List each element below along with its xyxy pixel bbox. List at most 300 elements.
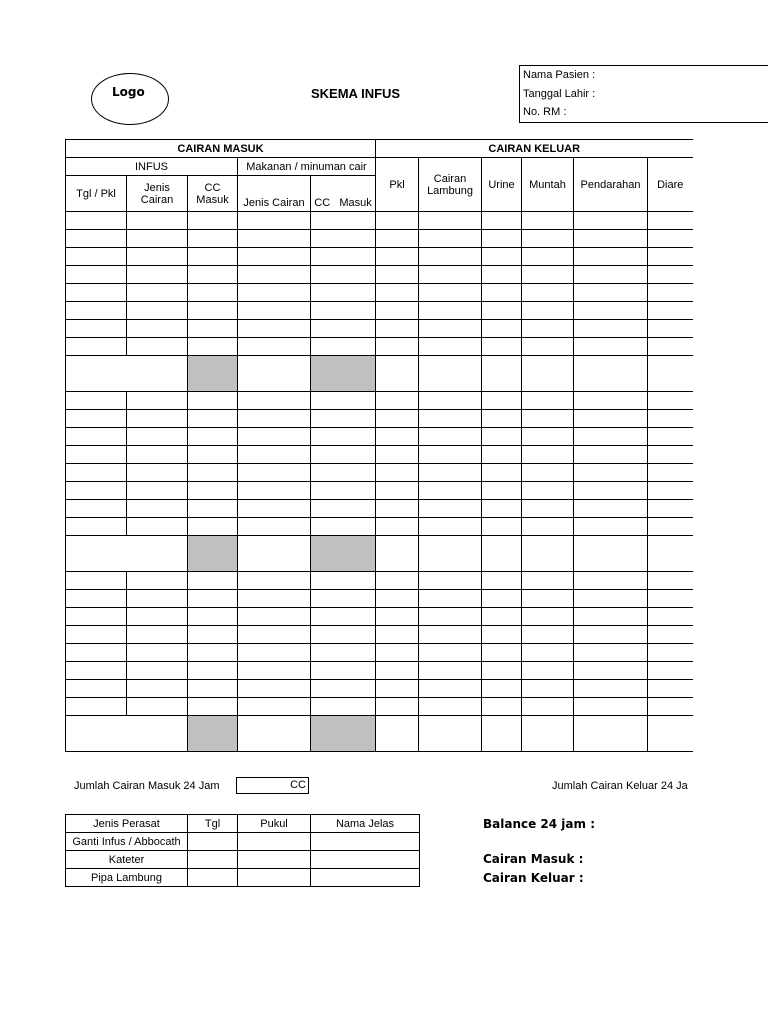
table-cell[interactable] [648,338,693,356]
table-cell[interactable] [311,608,376,626]
table-cell[interactable] [574,500,648,518]
table-cell[interactable] [66,680,127,698]
table-cell[interactable] [522,644,574,662]
table-cell[interactable] [522,626,574,644]
table-cell[interactable] [419,392,482,410]
table-cell[interactable] [66,338,127,356]
subtotal-shaded-cell [311,716,376,752]
table-cell[interactable] [66,230,127,248]
table-cell[interactable] [419,320,482,338]
table-cell[interactable] [376,446,419,464]
table-cell[interactable] [127,248,188,266]
infus-header: INFUS [66,158,238,176]
table-cell[interactable] [574,284,648,302]
table-cell[interactable] [482,482,522,500]
table-cell[interactable] [419,680,482,698]
table-cell[interactable] [522,266,574,284]
table-cell[interactable] [376,626,419,644]
table-cell[interactable] [127,518,188,536]
table-cell[interactable] [648,662,693,680]
table-cell[interactable] [238,464,311,482]
table-cell[interactable] [574,464,648,482]
table-cell[interactable] [311,644,376,662]
table-cell[interactable] [419,626,482,644]
table-cell[interactable] [482,320,522,338]
table-cell[interactable] [419,590,482,608]
table-cell[interactable] [311,500,376,518]
table-cell[interactable] [482,698,522,716]
table-cell[interactable] [419,410,482,428]
table-cell[interactable] [66,464,127,482]
patient-info-box [519,65,768,123]
table-cell[interactable] [522,428,574,446]
table-cell[interactable] [648,212,693,230]
table-cell[interactable] [238,410,311,428]
table-cell[interactable] [311,392,376,410]
perasat-cell[interactable] [238,833,311,851]
table-cell[interactable] [419,572,482,590]
table-cell[interactable] [482,572,522,590]
table-cell[interactable] [482,392,522,410]
table-cell[interactable] [648,230,693,248]
subtotal-cell [648,356,693,392]
table-cell[interactable] [127,626,188,644]
table-cell[interactable] [522,320,574,338]
table-cell[interactable] [574,698,648,716]
table-cell[interactable] [574,338,648,356]
table-cell[interactable] [376,500,419,518]
table-cell[interactable] [574,590,648,608]
table-cell[interactable] [188,428,238,446]
perasat-cell[interactable] [188,833,238,851]
table-cell[interactable] [238,320,311,338]
patient-name-label: Nama Pasien : [523,69,596,81]
perasat-cell[interactable] [188,869,238,887]
table-cell[interactable] [648,248,693,266]
table-cell[interactable] [419,302,482,320]
table-cell[interactable] [188,464,238,482]
jumlah-masuk-label: Jumlah Cairan Masuk 24 Jam [74,780,220,792]
table-cell[interactable] [311,626,376,644]
table-cell[interactable] [376,428,419,446]
table-cell[interactable] [66,698,127,716]
table-cell[interactable] [419,248,482,266]
table-cell[interactable] [311,518,376,536]
subtotal-cell [648,716,693,752]
table-cell[interactable] [127,302,188,320]
table-cell[interactable] [238,698,311,716]
table-cell[interactable] [311,284,376,302]
table-cell[interactable] [66,320,127,338]
table-cell[interactable] [522,338,574,356]
table-cell[interactable] [482,680,522,698]
table-cell[interactable] [238,230,311,248]
table-row [66,644,693,662]
table-cell[interactable] [522,680,574,698]
table-cell[interactable] [574,680,648,698]
table-cell[interactable] [419,230,482,248]
table-cell[interactable] [376,662,419,680]
table-cell[interactable] [66,572,127,590]
table-cell[interactable] [238,212,311,230]
table-cell[interactable] [311,680,376,698]
subtotal-cell [482,356,522,392]
table-cell[interactable] [574,230,648,248]
table-cell[interactable] [482,608,522,626]
table-cell[interactable] [522,518,574,536]
table-cell[interactable] [648,518,693,536]
table-cell[interactable] [419,338,482,356]
table-cell[interactable] [127,320,188,338]
table-cell[interactable] [127,212,188,230]
table-cell[interactable] [376,590,419,608]
table-cell[interactable] [311,212,376,230]
table-cell[interactable] [648,608,693,626]
table-cell[interactable] [419,698,482,716]
table-cell[interactable] [376,284,419,302]
table-cell[interactable] [238,302,311,320]
table-cell[interactable] [238,518,311,536]
table-cell[interactable] [648,698,693,716]
table-cell[interactable] [482,464,522,482]
table-cell[interactable] [419,482,482,500]
table-cell[interactable] [482,446,522,464]
table-cell[interactable] [574,662,648,680]
table-cell[interactable] [66,518,127,536]
table-cell[interactable] [188,302,238,320]
table-cell[interactable] [127,698,188,716]
table-cell[interactable] [238,590,311,608]
table-cell[interactable] [482,518,522,536]
table-cell[interactable] [522,302,574,320]
table-cell[interactable] [419,644,482,662]
table-cell[interactable] [238,248,311,266]
table-cell[interactable] [66,266,127,284]
table-cell[interactable] [376,212,419,230]
table-cell[interactable] [522,248,574,266]
table-cell[interactable] [238,500,311,518]
table-cell[interactable] [648,482,693,500]
table-cell[interactable] [482,626,522,644]
table-cell[interactable] [66,428,127,446]
table-cell[interactable] [127,464,188,482]
table-cell[interactable] [419,266,482,284]
table-cell[interactable] [648,590,693,608]
table-cell[interactable] [419,446,482,464]
table-row [66,284,693,302]
table-cell[interactable] [376,248,419,266]
table-cell[interactable] [574,410,648,428]
table-cell[interactable] [522,464,574,482]
table-cell[interactable] [574,428,648,446]
perasat-cell[interactable] [311,869,420,887]
table-cell[interactable] [522,662,574,680]
table-cell[interactable] [648,644,693,662]
table-cell[interactable] [127,500,188,518]
table-cell[interactable] [482,302,522,320]
table-cell[interactable] [648,266,693,284]
subtotal-cell [522,536,574,572]
table-cell[interactable] [311,230,376,248]
table-cell[interactable] [66,500,127,518]
table-cell[interactable] [127,428,188,446]
table-cell[interactable] [66,482,127,500]
table-cell[interactable] [127,410,188,428]
table-row [66,266,693,284]
table-cell[interactable] [188,608,238,626]
jenis-cairan-makan-header: Jenis Cairan [238,176,311,212]
table-cell[interactable] [127,446,188,464]
table-cell[interactable] [522,590,574,608]
table-cell[interactable] [574,320,648,338]
table-row [66,500,693,518]
table-cell[interactable] [419,464,482,482]
table-cell[interactable] [188,518,238,536]
table-cell[interactable] [311,410,376,428]
table-cell[interactable] [127,338,188,356]
table-cell[interactable] [311,266,376,284]
table-cell[interactable] [66,626,127,644]
table-cell[interactable] [648,320,693,338]
table-cell[interactable] [238,428,311,446]
table-cell[interactable] [376,680,419,698]
table-cell[interactable] [238,644,311,662]
cairan-lambung-header: Cairan Lambung [419,158,482,212]
table-cell[interactable] [376,608,419,626]
table-cell[interactable] [482,230,522,248]
table-cell[interactable] [574,518,648,536]
table-cell[interactable] [376,320,419,338]
table-cell[interactable] [188,248,238,266]
table-cell[interactable] [188,698,238,716]
subtotal-shaded-cell [188,356,238,392]
table-cell[interactable] [648,626,693,644]
table-cell[interactable] [376,302,419,320]
table-cell[interactable] [66,662,127,680]
table-cell[interactable] [127,266,188,284]
table-cell[interactable] [66,590,127,608]
table-cell[interactable] [574,482,648,500]
table-cell[interactable] [188,320,238,338]
table-cell[interactable] [311,338,376,356]
table-cell[interactable] [419,428,482,446]
table-cell[interactable] [238,338,311,356]
table-cell[interactable] [574,302,648,320]
table-cell[interactable] [188,572,238,590]
table-cell[interactable] [66,392,127,410]
table-cell[interactable] [238,662,311,680]
table-cell[interactable] [482,248,522,266]
table-cell[interactable] [311,662,376,680]
table-cell[interactable] [376,266,419,284]
table-cell[interactable] [419,518,482,536]
table-row [66,482,693,500]
table-cell[interactable] [419,608,482,626]
table-cell[interactable] [238,680,311,698]
perasat-cell[interactable] [311,833,420,851]
table-cell[interactable] [522,482,574,500]
table-cell[interactable] [311,698,376,716]
table-cell[interactable] [482,590,522,608]
table-cell[interactable] [482,338,522,356]
table-cell[interactable] [188,230,238,248]
table-cell[interactable] [648,572,693,590]
table-cell[interactable] [311,320,376,338]
table-cell[interactable] [311,464,376,482]
table-row [66,248,693,266]
table-cell[interactable] [311,446,376,464]
table-cell[interactable] [574,644,648,662]
table-cell[interactable] [522,410,574,428]
table-cell[interactable] [188,680,238,698]
table-cell[interactable] [127,482,188,500]
table-cell[interactable] [188,590,238,608]
table-cell[interactable] [127,590,188,608]
table-cell[interactable] [188,284,238,302]
table-cell[interactable] [419,500,482,518]
table-cell[interactable] [311,428,376,446]
table-cell[interactable] [188,338,238,356]
table-cell[interactable] [376,482,419,500]
table-cell[interactable] [376,572,419,590]
table-cell[interactable] [376,698,419,716]
table-cell[interactable] [238,284,311,302]
perasat-cell[interactable] [238,869,311,887]
table-cell[interactable] [482,428,522,446]
table-cell[interactable] [66,248,127,266]
table-cell[interactable] [522,230,574,248]
table-cell[interactable] [482,266,522,284]
table-cell[interactable] [238,446,311,464]
table-cell[interactable] [648,284,693,302]
table-cell[interactable] [311,302,376,320]
table-cell[interactable] [127,284,188,302]
table-cell[interactable] [419,212,482,230]
table-cell[interactable] [482,644,522,662]
table-cell[interactable] [66,302,127,320]
table-cell[interactable] [188,266,238,284]
table-cell[interactable] [311,248,376,266]
table-cell[interactable] [66,410,127,428]
table-cell[interactable] [188,446,238,464]
table-cell[interactable] [376,644,419,662]
table-cell[interactable] [238,482,311,500]
table-cell[interactable] [419,662,482,680]
table-cell[interactable] [66,212,127,230]
perasat-cell[interactable] [188,851,238,869]
table-cell[interactable] [522,698,574,716]
table-cell[interactable] [127,662,188,680]
table-cell[interactable] [482,662,522,680]
table-cell[interactable] [127,572,188,590]
table-cell[interactable] [127,644,188,662]
table-cell[interactable] [376,410,419,428]
table-cell[interactable] [522,392,574,410]
table-cell[interactable] [648,500,693,518]
table-cell[interactable] [419,284,482,302]
subtotal-cell [648,536,693,572]
table-cell[interactable] [522,212,574,230]
perasat-table [65,814,420,887]
table-cell[interactable] [482,284,522,302]
table-cell[interactable] [522,608,574,626]
table-cell[interactable] [188,212,238,230]
table-cell[interactable] [522,500,574,518]
table-cell[interactable] [648,464,693,482]
table-cell[interactable] [648,392,693,410]
table-cell[interactable] [376,392,419,410]
table-cell[interactable] [648,446,693,464]
perasat-cell[interactable] [238,851,311,869]
table-cell[interactable] [66,644,127,662]
table-cell[interactable] [482,500,522,518]
table-cell[interactable] [522,446,574,464]
table-cell[interactable] [574,212,648,230]
table-cell[interactable] [482,410,522,428]
table-cell[interactable] [522,284,574,302]
table-cell[interactable] [238,572,311,590]
table-cell[interactable] [574,608,648,626]
table-cell[interactable] [648,680,693,698]
table-cell[interactable] [66,608,127,626]
cairan-masuk-label: Cairan Masuk : [483,852,584,866]
table-cell[interactable] [574,392,648,410]
table-cell[interactable] [127,608,188,626]
table-cell[interactable] [66,446,127,464]
table-cell[interactable] [311,572,376,590]
perasat-cell[interactable] [311,851,420,869]
table-cell[interactable] [376,464,419,482]
table-cell[interactable] [127,230,188,248]
table-cell[interactable] [574,266,648,284]
table-cell[interactable] [188,662,238,680]
pendarahan-header: Pendarahan [574,158,648,212]
table-cell[interactable] [188,626,238,644]
table-cell[interactable] [188,482,238,500]
table-cell[interactable] [522,572,574,590]
table-cell[interactable] [376,230,419,248]
table-cell[interactable] [311,482,376,500]
table-cell[interactable] [311,590,376,608]
table-cell[interactable] [188,392,238,410]
table-cell[interactable] [238,392,311,410]
table-cell[interactable] [238,626,311,644]
perasat-row-label: Ganti Infus / Abbocath [66,833,188,851]
table-cell[interactable] [648,410,693,428]
table-cell[interactable] [574,626,648,644]
table-cell[interactable] [238,608,311,626]
table-cell[interactable] [127,680,188,698]
table-cell[interactable] [188,410,238,428]
table-row [66,572,693,590]
table-cell[interactable] [188,644,238,662]
table-cell[interactable] [66,284,127,302]
table-row [66,410,693,428]
table-cell[interactable] [127,392,188,410]
table-cell[interactable] [376,338,419,356]
table-cell[interactable] [238,266,311,284]
table-cell[interactable] [188,500,238,518]
fluid-balance-table [65,139,693,752]
jumlah-keluar-label: Jumlah Cairan Keluar 24 Ja [552,780,688,792]
table-cell[interactable] [574,572,648,590]
table-cell[interactable] [648,428,693,446]
table-cell[interactable] [376,518,419,536]
table-cell[interactable] [648,302,693,320]
table-cell[interactable] [574,446,648,464]
table-cell[interactable] [482,212,522,230]
table-cell[interactable] [574,248,648,266]
